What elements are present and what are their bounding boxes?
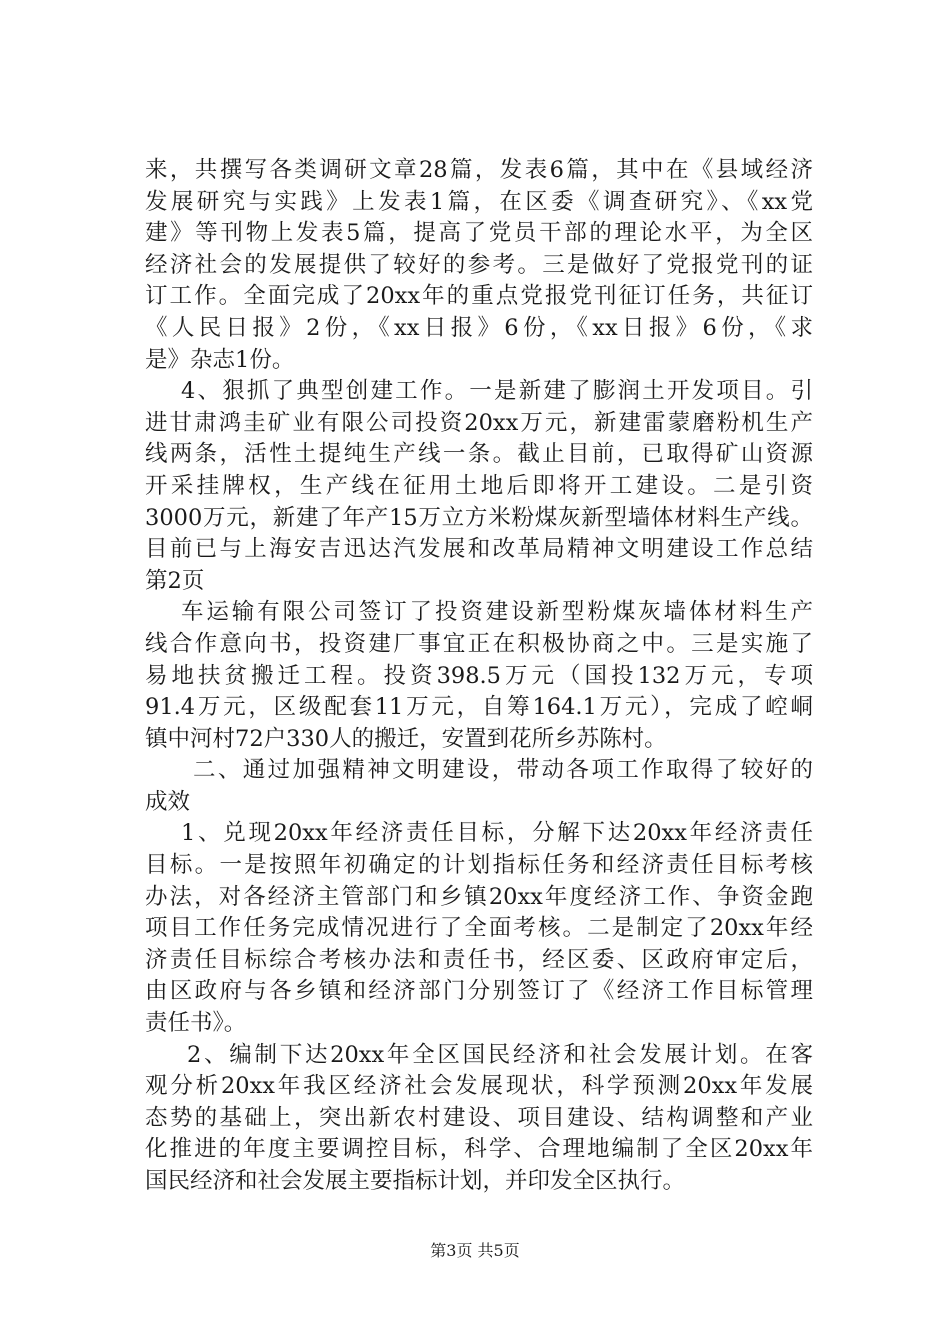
text-line: 目前已与上海安吉迅达汽发展和改革局精神文明建设工作总结 [145, 536, 813, 563]
document-body [145, 155, 813, 1198]
text-line: 发展研究与实践》上发表1篇，在区委《调查研究》、《xx党 [145, 188, 813, 215]
text-line: 观分析20xx年我区经济社会发展现状，科学预测20xx年发展 [145, 1073, 813, 1100]
text-line: 态势的基础上，突出新农村建设、项目建设、结构调整和产业 [145, 1104, 813, 1131]
text-line: 建》等刊物上发表5篇，提高了党员干部的理论水平，为全区 [145, 220, 813, 247]
text-line: 项目工作任务完成情况进行了全面考核。二是制定了20xx年经 [145, 915, 813, 942]
text-line: 由区政府与各乡镇和经济部门分别签订了《经济工作目标管理 [145, 978, 813, 1005]
text-line: 开采挂牌权，生产线在征用土地后即将开工建设。二是引资 [145, 472, 813, 499]
text-line: 进甘肃鸿圭矿业有限公司投资20xx万元，新建雷蒙磨粉机生产 [145, 409, 813, 436]
text-line: 91.4万元，区级配套11万元，自筹164.1万元），完成了崆峒 [145, 694, 813, 721]
section-heading: 二、通过加强精神文明建设，带动各项工作取得了较好的 [193, 757, 813, 784]
text-line: 经济社会的发展提供了较好的参考。三是做好了党报党刊的证 [145, 251, 813, 278]
page-footer: 第3页 共5页 [430, 1241, 520, 1260]
text-line: 3000万元，新建了年产15万立方米粉煤灰新型墙体材料生产线。 [145, 504, 813, 531]
text-line: 国民经济和社会发展主要指标计划，并印发全区执行。 [145, 1168, 686, 1194]
text-line: 车运输有限公司签订了投资建设新型粉煤灰墙体材料生产 [181, 599, 813, 626]
text-line: 易地扶贫搬迁工程。投资398.5万元（国投132万元，专项 [145, 662, 813, 689]
text-line: 化推进的年度主要调控目标，科学、合理地编制了全区20xx年 [145, 1136, 813, 1163]
text-line: 2、编制下达20xx年全区国民经济和社会发展计划。在客 [187, 1041, 813, 1068]
text-line: 目标。一是按照年初确定的计划指标任务和经济责任目标考核 [145, 852, 813, 879]
text-line: 镇中河村72户330人的搬迁，安置到花所乡苏陈村。 [145, 725, 667, 752]
text-line: 线两条，活性土提纯生产线一条。截止目前，已取得矿山资源 [145, 441, 813, 468]
text-line: 济责任目标综合考核办法和责任书，经区委、区政府审定后， [145, 946, 813, 973]
text-line: 第2页 [145, 567, 205, 594]
text-line: 4、狠抓了典型创建工作。一是新建了膨润土开发项目。引 [181, 378, 813, 405]
text-line: 办法，对各经济主管部门和乡镇20xx年度经济工作、争资金跑 [145, 883, 813, 910]
text-line: 来，共撰写各类调研文章28篇，发表6篇，其中在《县域经济 [145, 157, 813, 183]
section-heading: 成效 [145, 788, 191, 815]
text-line: 是》杂志1份。 [145, 346, 295, 373]
text-line: 责任书》。 [145, 1010, 247, 1037]
text-line: 线合作意向书，投资建厂事宜正在积极协商之中。三是实施了 [145, 630, 813, 657]
text-line: 1、兑现20xx年经济责任目标，分解下达20xx年经济责任 [181, 820, 813, 847]
text-line: 订工作。全面完成了20xx年的重点党报党刊征订任务，共征订 [145, 283, 813, 310]
text-line: 《人民日报》2份，《xx日报》6份，《xx日报》6份，《求 [145, 314, 813, 341]
